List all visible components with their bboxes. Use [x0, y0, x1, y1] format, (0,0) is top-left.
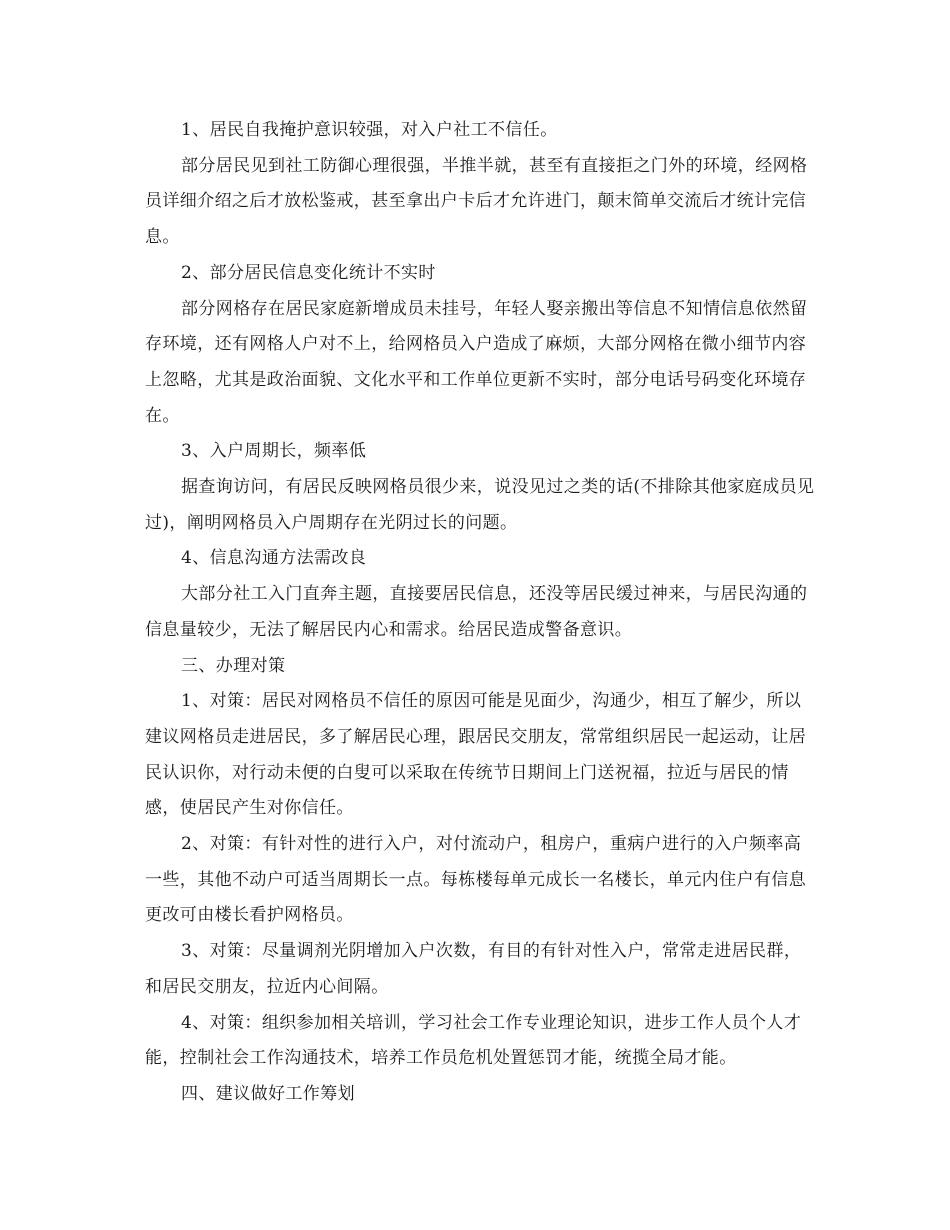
paragraph-issue-4-heading: 4、信息沟通方法需改良	[181, 548, 367, 569]
paragraph-issue-4-body: 大部分社工入门直奔主题，直接要居民信息，还没等居民缓过神来，与居民沟通的信息量较少，无法了解居民内心和需求。给居民造成警备意识。	[145, 584, 808, 640]
document-body	[145, 113, 815, 1113]
paragraph-countermeasure-4: 4、对策：组织参加相关培训，学习社会工作专业理论知识，进步工作人员个人才能，控制社会工作沟通技术，培养工作员危机处置惩罚才能，统揽全局才能。	[145, 1012, 802, 1069]
paragraph-countermeasure-2: 2、对策：有针对性的进行入户，对付流动户，租房户，重病户进行的入户频率高一些，其他不动户可适当周期长一点。每栋楼每单元成长一名楼长，单元内住户有信息更改可由楼长看护网格员。	[145, 834, 807, 926]
section-heading-countermeasures: 三、办理对策	[181, 655, 286, 676]
paragraph-issue-1-body: 部分居民见到社工防御心理很强，半推半就，甚至有直接拒之门外的环境，经网格员详细介绍之后才放松鉴戒，甚至拿出户卡后才允许进门，颠末简单交流后才统计完信息。	[145, 155, 808, 248]
paragraph-issue-2-body: 部分网格存在居民家庭新增成员未挂号，年轻人娶亲搬出等信息不知情信息依然留存环境，还有网格人户对不上，给网格员入户造成了麻烦，大部分网格在微小细节内容上忽略，尤其是政治面貌、文化水平和工作单位更新不实时，部分电话号码变化环境存在。	[145, 298, 808, 426]
paragraph-issue-2-heading: 2、部分居民信息变化统计不实时	[181, 262, 436, 283]
section-heading-work-planning: 四、建议做好工作筹划	[181, 1083, 355, 1104]
paragraph-countermeasure-1: 1、对策：居民对网格员不信任的原因可能是见面少，沟通少，相互了解少，所以建议网格员走进居民，多了解居民心理，跟居民交朋友，常常组织居民一起运动，让居民认识你，对行动未便的白叟可以采取在传统节日期间上门送祝福，拉近与居民的情感，使居民产生对你信任。	[145, 691, 807, 819]
paragraph-countermeasure-3: 3、对策：尽量调剂光阴增加入户次数，有目的有针对性入户，常常走进居民群，和居民交朋友，拉近内心间隔。	[145, 941, 802, 997]
paragraph-issue-3-heading: 3、入户周期长，频率低	[181, 441, 367, 462]
paragraph-issue-3-body: 据查询访问，有居民反映网格员很少来，说没见过之类的话(不排除其他家庭成员见过)，阐明网格员入户周期存在光阴过长的问题。	[145, 477, 815, 533]
paragraph-issue-1-heading: 1、居民自我掩护意识较强，对入户社工不信任。	[181, 120, 558, 140]
